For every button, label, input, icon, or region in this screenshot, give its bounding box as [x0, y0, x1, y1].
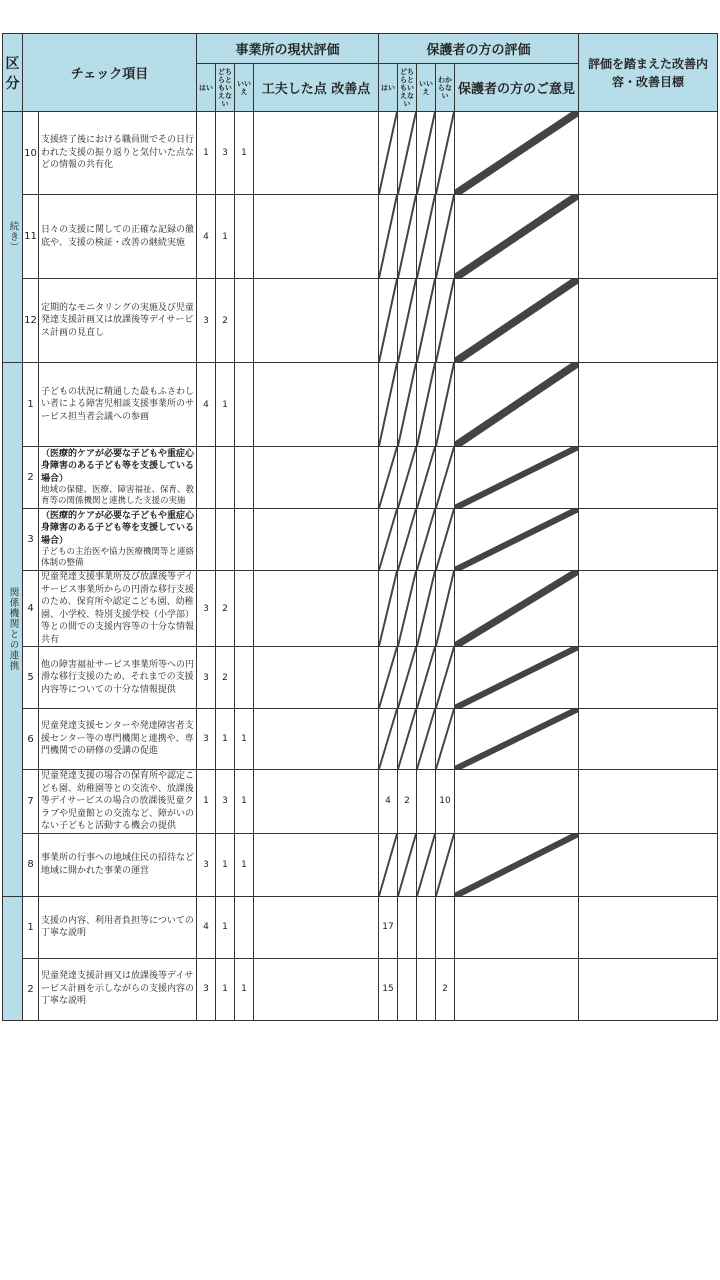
diagonal-hatch — [379, 447, 397, 508]
diagonal-hatch — [398, 112, 416, 194]
guardian-opinion — [455, 709, 579, 770]
diagonal-hatch — [379, 112, 397, 194]
diagonal-hatch — [417, 834, 435, 896]
check-item-detail: 地域の保健、医療、障害福祉、保育、教育等の関係機関と連携した支援の実施 — [41, 485, 195, 507]
office-yes-count: 3 — [197, 958, 216, 1020]
guardian-yes-count: 15 — [379, 958, 398, 1020]
guardian-no-count — [417, 571, 436, 647]
guardian-no-count — [417, 363, 436, 447]
diagonal-hatch — [455, 447, 578, 508]
diagonal-hatch — [455, 647, 578, 708]
office-no-count: 1 — [235, 833, 254, 896]
guardian-opinion — [455, 647, 579, 709]
guardian-yes-count: 4 — [379, 770, 398, 834]
office-neither-count — [216, 509, 235, 571]
diagonal-hatch — [379, 195, 397, 278]
diagonal-hatch — [417, 112, 435, 194]
guardian-opinion — [455, 363, 579, 447]
guardian-no-count — [417, 770, 436, 834]
office-neither-count: 3 — [216, 770, 235, 834]
goal-note — [579, 112, 718, 195]
diagonal-hatch — [417, 363, 435, 446]
diagonal-hatch — [455, 509, 578, 570]
goal-note — [579, 571, 718, 647]
guardian-opinion — [455, 509, 579, 571]
table-row — [3, 647, 718, 709]
row-number: 6 — [23, 709, 39, 770]
guardian-yes-count — [379, 509, 398, 571]
office-no-count — [235, 447, 254, 509]
improvement-note — [254, 958, 379, 1020]
diagonal-hatch — [436, 571, 454, 646]
header-improvement: 工夫した点 改善点 — [254, 64, 379, 112]
diagonal-hatch — [398, 647, 416, 708]
office-yes-count: 3 — [197, 709, 216, 770]
diagonal-hatch — [417, 647, 435, 708]
improvement-note — [254, 770, 379, 834]
row-number: 1 — [23, 363, 39, 447]
guardian-neither-count — [398, 509, 417, 571]
check-item-text: 定期的なモニタリングの実施及び児童発達支援計画又は放課後等デイサービス計画の見直し — [39, 279, 197, 363]
improvement-note — [254, 647, 379, 709]
guardian-opinion — [455, 112, 579, 195]
improvement-note — [254, 833, 379, 896]
check-item-detail: 子どもの主治医や協力医療機関等と連絡体制の整備 — [41, 547, 195, 569]
guardian-dont-know-count — [436, 195, 455, 279]
guardian-dont-know-count: 2 — [436, 958, 455, 1020]
check-item-text: 支援の内容、利用者負担等についての丁寧な説明 — [39, 896, 197, 958]
diagonal-hatch — [379, 647, 397, 708]
improvement-note — [254, 447, 379, 509]
check-item-condition: （医療的ケアが必要な子どもや重症心身障害のある子ども等を支援している場合） — [41, 448, 195, 484]
office-neither-count: 1 — [216, 363, 235, 447]
header-guardian-neither: どちらともいえない — [398, 64, 417, 112]
office-neither-count: 1 — [216, 195, 235, 279]
guardian-neither-count — [398, 647, 417, 709]
guardian-neither-count — [398, 112, 417, 195]
improvement-note — [254, 112, 379, 195]
row-number: 10 — [23, 112, 39, 195]
guardian-opinion — [455, 447, 579, 509]
goal-note — [579, 279, 718, 363]
row-number: 3 — [23, 509, 39, 571]
check-item-text: 児童発達支援センターや発達障害者支援センター等の専門機関と連携や、専門機関での研修の受講の促進 — [39, 709, 197, 770]
diagonal-hatch — [398, 509, 416, 570]
office-no-count — [235, 571, 254, 647]
diagonal-hatch — [436, 195, 454, 278]
guardian-dont-know-count — [436, 709, 455, 770]
header-guardian-dont-know: わからない — [436, 64, 455, 112]
office-neither-count — [216, 447, 235, 509]
office-neither-count: 3 — [216, 112, 235, 195]
check-item-text: 子どもの状況に精通した最もふさわしい者による障害児相談支援事業所のサービス担当者会議への参画 — [39, 363, 197, 447]
diagonal-hatch — [379, 709, 397, 769]
check-item-text: 児童発達支援の場合の保育所や認定こども園、幼稚園等との交流や、放課後等デイサービスの場合の放課後児童クラブや児童館との交流など、障がいのない子どもと活動する機会の提供 — [39, 770, 197, 834]
table-row — [3, 833, 718, 896]
guardian-opinion — [455, 279, 579, 363]
guardian-yes-count — [379, 833, 398, 896]
guardian-dont-know-count — [436, 279, 455, 363]
guardian-neither-count — [398, 709, 417, 770]
table-row — [3, 195, 718, 279]
goal-note — [579, 509, 718, 571]
office-yes-count: 4 — [197, 896, 216, 958]
diagonal-hatch — [455, 363, 578, 446]
diagonal-hatch — [379, 363, 397, 446]
header-office-neither: どちらともいえない — [216, 64, 235, 112]
office-yes-count — [197, 447, 216, 509]
check-item-condition: （医療的ケアが必要な子どもや重症心身障害のある子ども等を支援している場合） — [41, 510, 195, 546]
diagonal-hatch — [436, 834, 454, 896]
header-office-yes: はい — [197, 64, 216, 112]
row-number: 11 — [23, 195, 39, 279]
diagonal-hatch — [436, 709, 454, 769]
table-row — [3, 509, 718, 571]
diagonal-hatch — [398, 447, 416, 508]
guardian-no-count — [417, 647, 436, 709]
guardian-no-count — [417, 509, 436, 571]
improvement-note — [254, 363, 379, 447]
check-item-text: 児童発達支援事業所及び放課後等デイサービス事業所からの円滑な移行支援のため、保育所や認定こども園、幼稚園、小学校、特別支援学校（小学部）等との間での支援内容等の十分な情報共有 — [39, 571, 197, 647]
diagonal-hatch — [417, 709, 435, 769]
guardian-neither-count: 2 — [398, 770, 417, 834]
guardian-dont-know-count: 10 — [436, 770, 455, 834]
office-neither-count: 2 — [216, 647, 235, 709]
diagonal-hatch — [455, 112, 578, 194]
guardian-opinion — [455, 195, 579, 279]
office-no-count: 1 — [235, 709, 254, 770]
guardian-yes-count — [379, 647, 398, 709]
diagonal-hatch — [379, 509, 397, 570]
diagonal-hatch — [379, 571, 397, 646]
guardian-yes-count — [379, 279, 398, 363]
diagonal-hatch — [436, 363, 454, 446]
table-row — [3, 363, 718, 447]
office-neither-count: 2 — [216, 279, 235, 363]
goal-note — [579, 770, 718, 834]
check-item-text — [39, 447, 197, 509]
check-item-text: 日々の支援に関しての正確な記録の徹底や、支援の検証・改善の継続実施 — [39, 195, 197, 279]
office-no-count: 1 — [235, 958, 254, 1020]
diagonal-hatch — [417, 571, 435, 646]
guardian-no-count — [417, 709, 436, 770]
guardian-opinion — [455, 833, 579, 896]
office-no-count — [235, 647, 254, 709]
guardian-opinion — [455, 571, 579, 647]
office-no-count — [235, 509, 254, 571]
row-number: 8 — [23, 833, 39, 896]
office-yes-count: 1 — [197, 112, 216, 195]
office-yes-count: 3 — [197, 647, 216, 709]
table-row — [3, 958, 718, 1020]
goal-note — [579, 647, 718, 709]
table-row — [3, 112, 718, 195]
office-no-count: 1 — [235, 770, 254, 834]
header-guardian-eval: 保護者の方の評価 — [379, 34, 579, 64]
diagonal-hatch — [417, 195, 435, 278]
guardian-neither-count — [398, 833, 417, 896]
diagonal-hatch — [455, 571, 578, 646]
table-row — [3, 447, 718, 509]
diagonal-hatch — [417, 447, 435, 508]
guardian-dont-know-count — [436, 833, 455, 896]
diagonal-hatch — [417, 509, 435, 570]
guardian-dont-know-count — [436, 647, 455, 709]
guardian-neither-count — [398, 447, 417, 509]
row-number: 2 — [23, 447, 39, 509]
diagonal-hatch — [398, 363, 416, 446]
check-item-text — [39, 509, 197, 571]
diagonal-hatch — [436, 647, 454, 708]
guardian-no-count — [417, 447, 436, 509]
diagonal-hatch — [436, 509, 454, 570]
diagonal-hatch — [417, 279, 435, 362]
office-neither-count: 1 — [216, 958, 235, 1020]
guardian-dont-know-count — [436, 447, 455, 509]
guardian-neither-count — [398, 195, 417, 279]
guardian-neither-count — [398, 363, 417, 447]
guardian-no-count — [417, 958, 436, 1020]
office-neither-count: 2 — [216, 571, 235, 647]
guardian-no-count — [417, 833, 436, 896]
guardian-opinion — [455, 770, 579, 834]
header-kubun: 区分 — [3, 34, 23, 112]
header-office-no: いいえ — [235, 64, 254, 112]
office-yes-count: 1 — [197, 770, 216, 834]
table-row — [3, 709, 718, 770]
section-label — [3, 112, 23, 363]
guardian-yes-count — [379, 195, 398, 279]
diagonal-hatch — [398, 834, 416, 896]
table-row — [3, 896, 718, 958]
guardian-neither-count — [398, 958, 417, 1020]
check-item-text: 他の障害福祉サービス事業所等への円滑な移行支援のため、それまでの支援内容等についての十分な情報提供 — [39, 647, 197, 709]
header-opinion: 保護者の方のご意見 — [455, 64, 579, 112]
diagonal-hatch — [379, 834, 397, 896]
diagonal-hatch — [398, 195, 416, 278]
improvement-note — [254, 709, 379, 770]
diagonal-hatch — [455, 195, 578, 278]
improvement-note — [254, 509, 379, 571]
guardian-dont-know-count — [436, 509, 455, 571]
section-label — [3, 896, 23, 1020]
improvement-note — [254, 195, 379, 279]
check-item-text: 事業所の行事への地域住民の招待など地域に開かれた事業の運営 — [39, 833, 197, 896]
office-neither-count: 1 — [216, 833, 235, 896]
goal-note — [579, 447, 718, 509]
office-yes-count: 3 — [197, 279, 216, 363]
diagonal-hatch — [398, 709, 416, 769]
diagonal-hatch — [436, 112, 454, 194]
diagonal-hatch — [398, 279, 416, 362]
section-label-text: 関係機関との連携 — [7, 587, 19, 672]
improvement-note — [254, 896, 379, 958]
row-number: 7 — [23, 770, 39, 834]
guardian-opinion — [455, 958, 579, 1020]
goal-note — [579, 958, 718, 1020]
diagonal-hatch — [398, 571, 416, 646]
diagonal-hatch — [436, 447, 454, 508]
guardian-no-count — [417, 896, 436, 958]
goal-note — [579, 195, 718, 279]
guardian-no-count — [417, 195, 436, 279]
guardian-no-count — [417, 112, 436, 195]
header-guardian-no: いいえ — [417, 64, 436, 112]
office-neither-count: 1 — [216, 896, 235, 958]
diagonal-hatch — [455, 834, 578, 896]
check-item-text: 児童発達支援計画又は放課後等デイサービス計画を示しながらの支援内容の丁寧な説明 — [39, 958, 197, 1020]
guardian-no-count — [417, 279, 436, 363]
office-yes-count: 4 — [197, 195, 216, 279]
office-no-count — [235, 363, 254, 447]
guardian-dont-know-count — [436, 571, 455, 647]
guardian-yes-count — [379, 112, 398, 195]
header-guardian-yes: はい — [379, 64, 398, 112]
row-number: 4 — [23, 571, 39, 647]
table-row — [3, 279, 718, 363]
office-yes-count: 3 — [197, 571, 216, 647]
goal-note — [579, 709, 718, 770]
office-yes-count — [197, 509, 216, 571]
office-no-count — [235, 896, 254, 958]
office-no-count: 1 — [235, 112, 254, 195]
diagonal-hatch — [455, 279, 578, 362]
guardian-yes-count — [379, 709, 398, 770]
office-no-count — [235, 279, 254, 363]
guardian-dont-know-count — [436, 112, 455, 195]
guardian-yes-count — [379, 363, 398, 447]
guardian-yes-count — [379, 571, 398, 647]
header-goal: 評価を踏まえた改善内容・改善目標 — [579, 34, 718, 112]
guardian-yes-count: 17 — [379, 896, 398, 958]
guardian-neither-count — [398, 896, 417, 958]
row-number: 1 — [23, 896, 39, 958]
section-label — [3, 363, 23, 897]
row-number: 12 — [23, 279, 39, 363]
check-item-text: 支援終了後における職員間でその日行われた支援の振り返りと気付いた点などの情報の共有化 — [39, 112, 197, 195]
row-number: 2 — [23, 958, 39, 1020]
header-check-item: チェック項目 — [23, 34, 197, 112]
table-row — [3, 770, 718, 834]
office-yes-count: 4 — [197, 363, 216, 447]
section-label-text: 続き） — [7, 221, 19, 253]
improvement-note — [254, 279, 379, 363]
goal-note — [579, 363, 718, 447]
guardian-opinion — [455, 896, 579, 958]
goal-note — [579, 833, 718, 896]
office-no-count — [235, 195, 254, 279]
office-yes-count: 3 — [197, 833, 216, 896]
header-office-eval: 事業所の現状評価 — [197, 34, 379, 64]
guardian-dont-know-count — [436, 363, 455, 447]
diagonal-hatch — [455, 709, 578, 769]
guardian-neither-count — [398, 279, 417, 363]
improvement-note — [254, 571, 379, 647]
diagonal-hatch — [436, 279, 454, 362]
guardian-dont-know-count — [436, 896, 455, 958]
diagonal-hatch — [379, 279, 397, 362]
evaluation-table — [2, 33, 718, 1021]
row-number: 5 — [23, 647, 39, 709]
guardian-neither-count — [398, 571, 417, 647]
goal-note — [579, 896, 718, 958]
office-neither-count: 1 — [216, 709, 235, 770]
table-row — [3, 571, 718, 647]
guardian-yes-count — [379, 447, 398, 509]
